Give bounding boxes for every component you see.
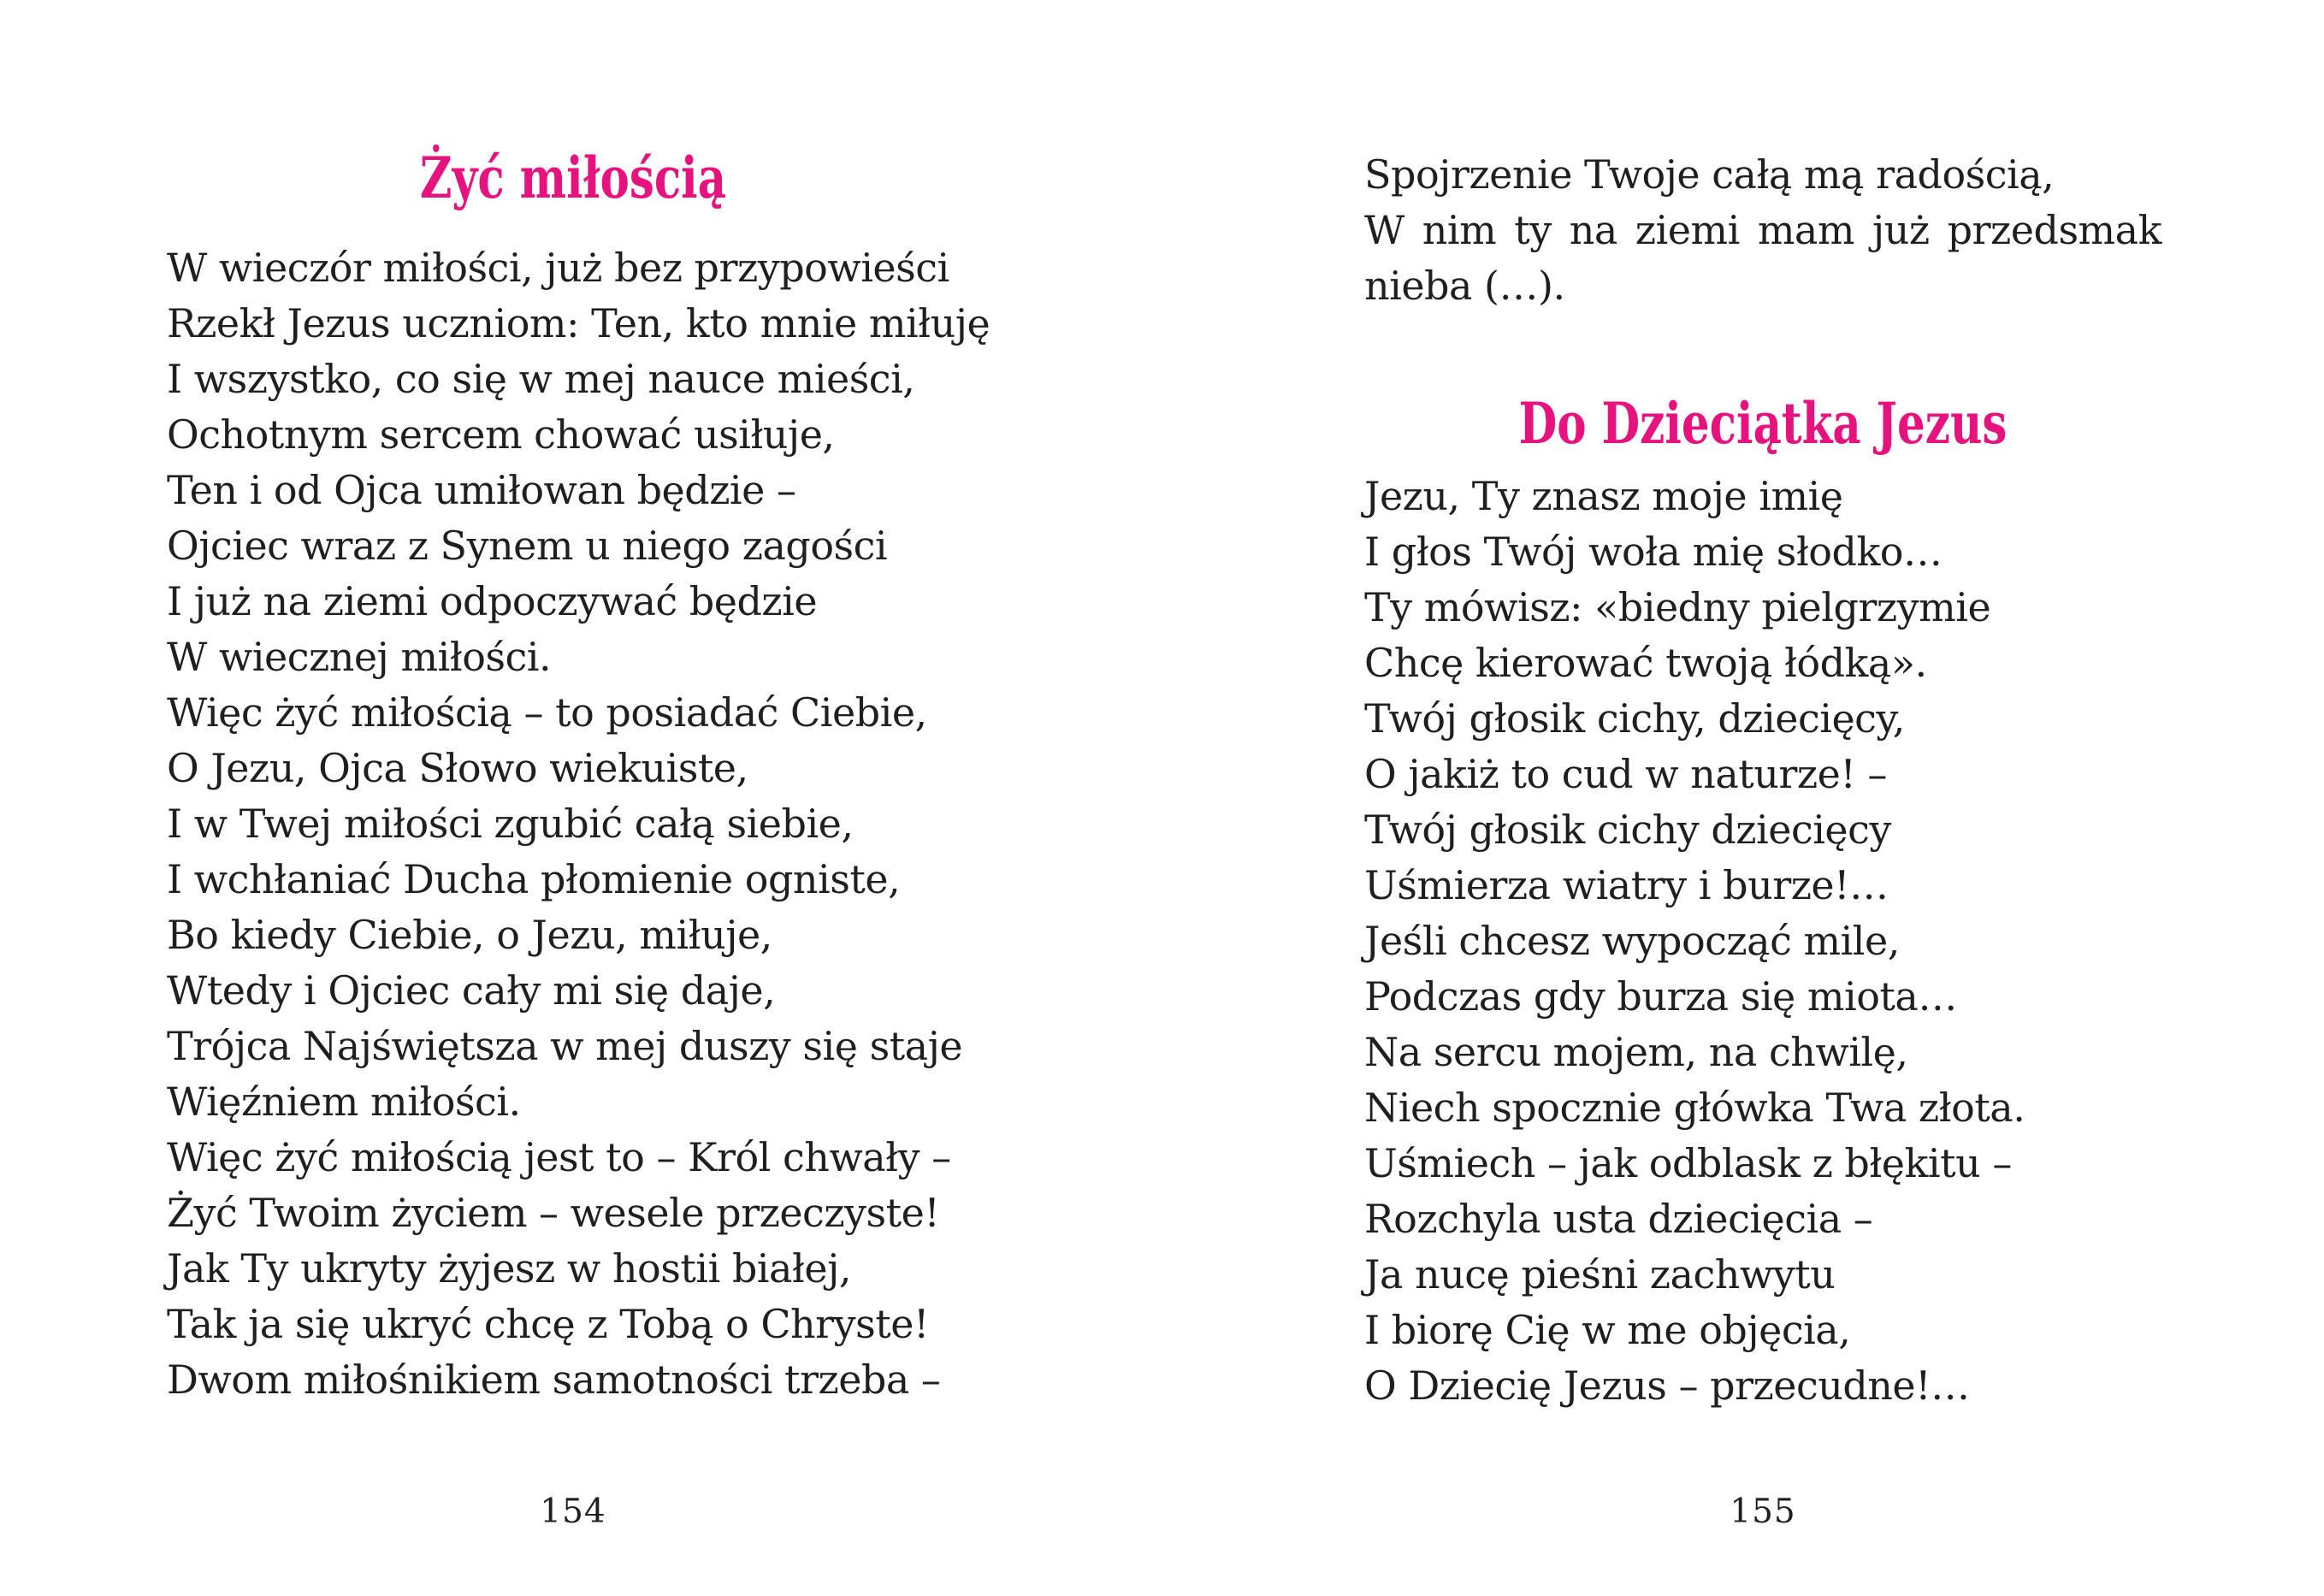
poem-line: Więźniem miłości. (167, 1079, 521, 1125)
poem-line: Ty mówisz: «biedny pielgrzymie (1364, 584, 1991, 630)
poem-line: O Dziecię Jezus – przecudne!… (1364, 1363, 1970, 1409)
poem-line: I już na ziemi odpoczywać będzie (167, 578, 818, 624)
poem-line: W nim ty na ziemi mam już przedsmak (1364, 207, 2161, 253)
poem-left-body (167, 240, 991, 1408)
poem-line: W wieczór miłości, już bez przypowieści (167, 245, 949, 291)
poem-line: Trójca Najświętsza w mej duszy się staje (167, 1023, 963, 1069)
poem-line: Rozchyla usta dziecięcia – (1364, 1196, 1873, 1242)
poem-right-intro (1364, 147, 2161, 314)
poem-line: Uśmierza wiatry i burze!… (1364, 862, 1889, 908)
poem-line: Ochotnym sercem chować usiłuje, (167, 411, 835, 458)
poem-line: Podczas gdy burza się miota… (1364, 973, 1957, 1020)
poem-line: O Jezu, Ojca Słowo wiekuiste, (167, 745, 748, 791)
poem-line: Ojciec wraz z Synem u niego zagości (167, 523, 888, 569)
poem-line: Jeśli chcesz wypocząć mile, (1364, 918, 1900, 964)
poem-line: Twój głosik cichy dziecięcy (1364, 807, 1891, 853)
poem-line: I wszystko, co się w mej nauce mieści, (167, 356, 915, 402)
poem-line: Jezu, Ty znasz moje imię (1364, 473, 1843, 519)
poem-line: Wtedy i Ojciec cały mi się daje, (167, 967, 776, 1014)
poem-line: Rzekł Jezus uczniom: Ten, kto mnie miłuję (167, 300, 991, 346)
poem-line: Chcę kierować twoją łódką». (1364, 640, 1927, 686)
poem-line: Więc żyć miłością jest to – Król chwały – (167, 1134, 951, 1180)
poem-line: Bo kiedy Ciebie, o Jezu, miłuje, (167, 912, 772, 958)
poem-line: Dwom miłośnikiem samotności trzeba – (167, 1357, 941, 1403)
poem-line: I wchłaniać Ducha płomienie ogniste, (167, 856, 901, 902)
poem-line: I biorę Cię w me objęcia, (1364, 1307, 1851, 1353)
poem-line: Więc żyć miłością – to posiadać Ciebie, (167, 689, 927, 736)
poem-line: Jak Ty ukryty żyjesz w hostii białej, (167, 1245, 851, 1292)
poem-line: Spojrzenie Twoje całą mą radością, (1364, 151, 2055, 198)
poem-line: Niech spocznie główka Twa złota. (1364, 1085, 2025, 1131)
poem-right-body (1364, 469, 2161, 1414)
poem-line: nieba (…). (1364, 263, 1565, 309)
poem-line: W wiecznej miłości. (167, 634, 552, 680)
poem-title-right: Do Dzieciątka Jezus (1518, 390, 2008, 457)
poem-line: Ja nucę pieśni zachwytu (1364, 1251, 1836, 1297)
poem-title-left: Żyć miłością (419, 145, 727, 211)
poem-line: Tak ja się ukryć chcę z Tobą o Chryste! (167, 1301, 929, 1347)
page-number-right: 155 (1730, 1493, 1796, 1531)
poem-line: Żyć Twoim życiem – wesele przeczyste! (167, 1190, 940, 1236)
page-number-left: 154 (540, 1493, 606, 1531)
poem-line: Ten i od Ojca umiłowan będzie – (167, 467, 796, 513)
poem-line: Twój głosik cichy, dziecięcy, (1364, 695, 1905, 742)
poem-line: Uśmiech – jak odblask z błękitu – (1364, 1140, 2012, 1186)
page-right (1162, 0, 2324, 1596)
poem-line: I głos Twój woła mię słodko… (1364, 529, 1943, 575)
poem-line: I w Twej miłości zgubić całą siebie, (167, 801, 854, 847)
poem-line: Na sercu mojem, na chwilę, (1364, 1029, 1908, 1075)
poem-line: O jakiż to cud w naturze! – (1364, 751, 1887, 797)
